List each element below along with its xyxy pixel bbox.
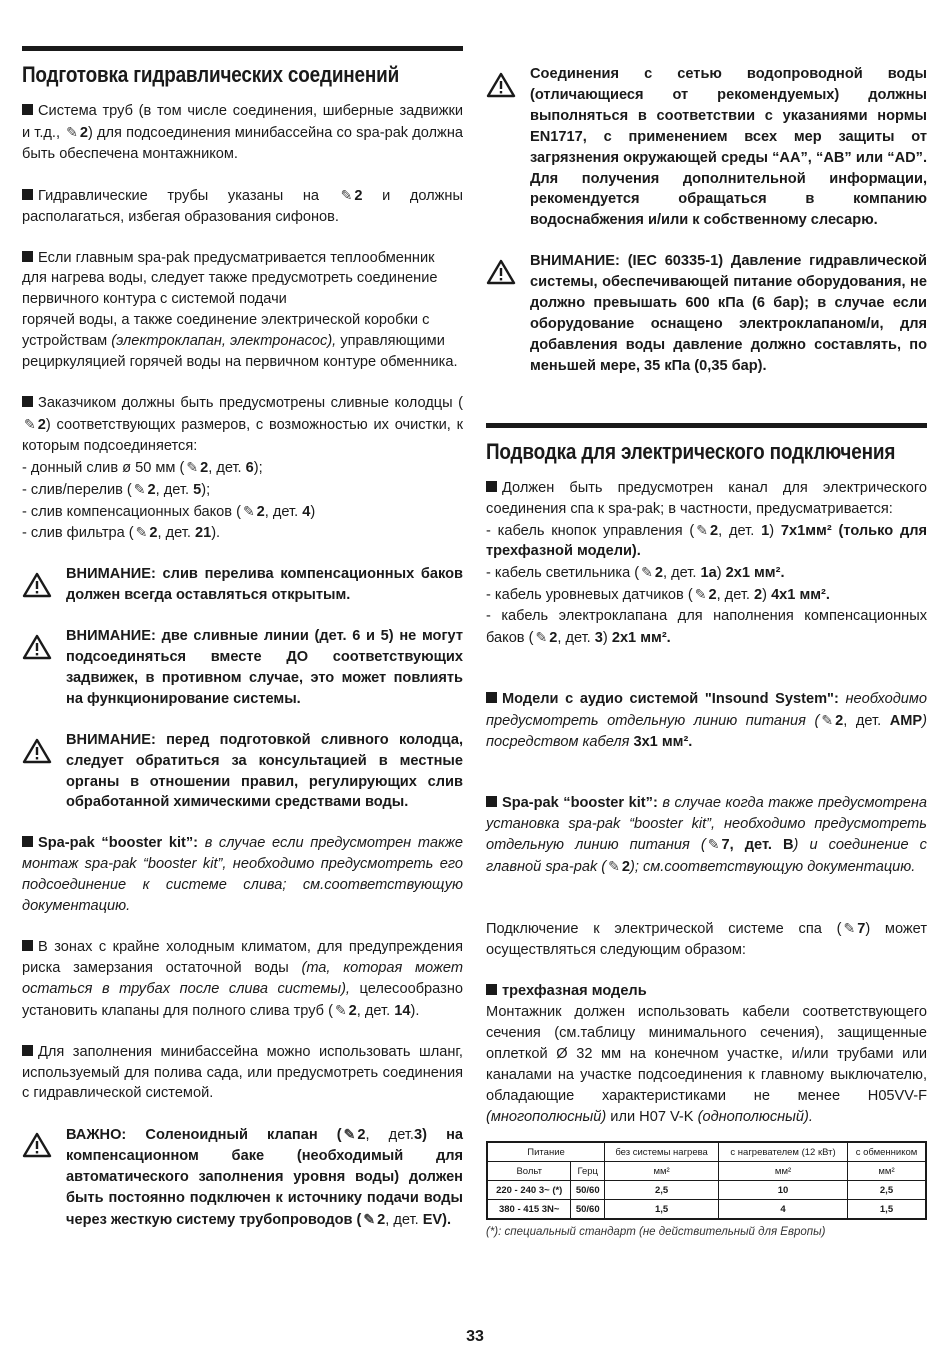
table-header: Вольт bbox=[487, 1162, 571, 1181]
bullet-square bbox=[22, 104, 33, 115]
pencil-ref-icon bbox=[341, 185, 353, 206]
bullet-square bbox=[22, 396, 33, 407]
warning-drain-lines: ВНИМАНИЕ: две сливные линии (дет. 6 и 5) не могут подсоединяться вместе ДО соответствующих задвижек, в противном случае, это может повлиять на функционирование системы. bbox=[22, 626, 463, 710]
pencil-ref-icon bbox=[641, 562, 653, 583]
table-cell: 50/60 bbox=[571, 1181, 605, 1200]
pencil-ref-icon bbox=[696, 520, 708, 541]
list-item: - слив фильтра (✎ 2, дет. 21). bbox=[22, 522, 463, 544]
list-item: - донный слив ø 50 мм (✎ 2, дет. 6); bbox=[22, 457, 463, 479]
warning-local-rules: ВНИМАНИЕ: перед подготовкой сливного колодца, следует обратиться за консультацией в местные органы в отношении правил, регулирующих слив обработанной химическими средствами воды. bbox=[22, 730, 463, 814]
bullet-square bbox=[486, 984, 497, 995]
audio-system-paragraph: Модели с аудио системой "Insound System": необходимо предусмотреть отдельную линию питания (✎ 2, дет. AMP) посредством кабеля 3x1 мм². bbox=[486, 689, 927, 753]
cable-section-table bbox=[486, 1141, 927, 1220]
three-phase-heading: трехфазная модель bbox=[486, 981, 927, 1002]
table-header: с нагревателем (12 кВт) bbox=[719, 1142, 848, 1162]
table-footnote: (*): специальный стандарт (не действительный для Европы) bbox=[486, 1226, 826, 1239]
warning-triangle-icon bbox=[22, 572, 52, 598]
table-cell: 2,5 bbox=[848, 1181, 927, 1200]
hydraulic-section-title: Подготовка гидравлических соединений bbox=[22, 62, 400, 87]
table-row bbox=[487, 1181, 926, 1200]
pencil-ref-icon bbox=[363, 1209, 375, 1230]
section-rule bbox=[486, 423, 927, 428]
cold-climate-paragraph: В зонах с крайне холодным климатом, для предупреждения риска замерзания остаточной воды (та, которая может остаться в трубах после слива системы), целесообразно установить клапаны для полного слива труб (✎ 2, дет. 14). bbox=[22, 937, 463, 1022]
electrical-intro-paragraph: Должен быть предусмотрен канал для электрического соединения спа к spa-pak; в частности, предусматривается: bbox=[486, 479, 927, 517]
warning-mains-connection: Соединения с сетью водопроводной воды (отличающиеся от рекомендуемых) должны выполняться в соответствии с указаниями нормы EN1717, с применением всех мер защиты от загрязнения окружающей среды “AA”, “AB” или “AD”. Для получения дополнительной информации, рекомендуется обращаться в компанию водоснабжения и/или к собственному слесарю. bbox=[486, 64, 927, 231]
table-cell: 220 - 240 3~ (*) bbox=[487, 1181, 571, 1200]
table-row bbox=[487, 1162, 926, 1181]
drain-list bbox=[22, 457, 463, 545]
heat-exchanger-paragraph: Если главным spa-pak предусматривается теплообменник для нагрева воды, следует также предусмотреть соединение первичного контура с системой подачи горячей воды, а также соединение электрической коробки с устройствам (электроклапан, электронасос), управляющими рециркуляцией горячей воды на первичном контуре обменника. bbox=[22, 249, 458, 371]
list-item: - слив компенсационных баков (✎ 2, дет. 4) bbox=[22, 501, 463, 523]
table-cell: мм² bbox=[605, 1162, 719, 1181]
bullet-square bbox=[22, 836, 33, 847]
pencil-ref-icon bbox=[535, 627, 547, 648]
bullet-square bbox=[22, 251, 33, 262]
pencil-ref-icon bbox=[134, 479, 146, 500]
pencil-ref-icon bbox=[66, 122, 78, 143]
pipe-system-paragraph: Система труб (в том числе соединения, шиберные задвижки и т.д., ✎ 2) для подсоединения минибассейна со spa-pak должна быть обеспечена монтажником. bbox=[22, 101, 463, 165]
drain-wells-paragraph: Заказчиком должны быть предусмотрены сливные колодцы (✎2) соответствующих размеров, с возможностью их очистки, к которым подсоединяется: bbox=[22, 393, 463, 457]
table-header: с обменником bbox=[848, 1142, 927, 1162]
important-solenoid: ВАЖНО: Соленоидный клапан (✎ 2, дет.3) на компенсационном баке (необходимый для автоматического заполнения уровня воды) должен быть постоянно подключен к источнику подачи воды через жесткую систему трубопроводов (✎ 2, дет. EV). bbox=[22, 1124, 463, 1231]
table-cell: 10 bbox=[719, 1181, 848, 1200]
warning-overflow: ВНИМАНИЕ: слив перелива компенсационных баков должен всегда оставляться открытым. bbox=[22, 564, 463, 606]
pencil-ref-icon bbox=[695, 584, 707, 605]
bullet-square bbox=[486, 481, 497, 492]
cable-list bbox=[486, 520, 927, 649]
list-item: - кабель уровневых датчиков (✎ 2, дет. 2) 4x1 мм². bbox=[486, 584, 927, 606]
bullet-square bbox=[22, 940, 33, 951]
table-header: Герц bbox=[571, 1162, 605, 1181]
pencil-ref-icon bbox=[344, 1124, 356, 1145]
booster-kit-paragraph: Spa-pak “booster kit”: в случае если предусмотрен также монтаж spa-pak “booster kit”, необходимо предусмотреть его подсоединение к системе слива; см.соответствующую документацию. bbox=[22, 835, 463, 915]
pencil-ref-icon bbox=[243, 501, 255, 522]
table-cell: мм² bbox=[848, 1162, 927, 1181]
pencil-ref-icon bbox=[335, 1000, 347, 1021]
list-item: - слив/перелив (✎ 2, дет. 5); bbox=[22, 479, 463, 501]
pencil-ref-icon bbox=[708, 834, 720, 855]
three-phase-paragraph: Монтажник должен использовать кабели соответствующего сечения (см.таблицу минимального сечения), защищенные оплеткой Ø 32 мм на конечном участке, и/или трубами или каналами на участке подсоединения к главному выключателю, обладающие характеристиками не менее H05VV-F (многополюсный) или H07 V-K (однополюсный). bbox=[486, 1004, 927, 1125]
warning-triangle-icon bbox=[22, 634, 52, 660]
electrical-section-title: Подводка для электрического подключения bbox=[486, 438, 896, 464]
table-row bbox=[487, 1200, 926, 1220]
table-cell: 2,5 bbox=[605, 1181, 719, 1200]
pencil-ref-icon bbox=[186, 457, 198, 478]
warning-triangle-icon bbox=[22, 1132, 52, 1158]
table-cell: 380 - 415 3N~ bbox=[487, 1200, 571, 1220]
page-number: 33 bbox=[466, 1328, 484, 1345]
table-cell: 1,5 bbox=[605, 1200, 719, 1220]
hose-paragraph: Для заполнения минибассейна можно использовать шланг, используемый для полива сада, или предусмотреть соединения с гидравлической системой. bbox=[22, 1043, 463, 1102]
right-column bbox=[486, 64, 927, 1238]
bullet-square bbox=[22, 189, 33, 200]
pipes-paragraph: Гидравлические трубы указаны на ✎ 2 и должны располагаться, избегая образования сифонов. bbox=[22, 185, 463, 228]
table-header: без системы нагрева bbox=[605, 1142, 719, 1162]
pencil-ref-icon bbox=[24, 414, 36, 435]
warning-triangle-icon bbox=[486, 72, 516, 98]
bullet-square bbox=[486, 692, 497, 703]
bullet-square bbox=[22, 1045, 33, 1056]
table-cell: 4 bbox=[719, 1200, 848, 1220]
list-item: - кабель электроклапана для наполнения компенсационных баков (✎ 2, дет. 3) 2x1 мм². bbox=[486, 606, 927, 649]
table-cell: 1,5 bbox=[848, 1200, 927, 1220]
warning-triangle-icon bbox=[486, 259, 516, 285]
table-cell: 50/60 bbox=[571, 1200, 605, 1220]
pencil-ref-icon bbox=[843, 918, 855, 939]
left-column bbox=[22, 46, 463, 1231]
section-rule bbox=[22, 46, 463, 51]
pencil-ref-icon bbox=[136, 522, 148, 543]
table-row bbox=[487, 1142, 926, 1162]
table-cell: мм² bbox=[719, 1162, 848, 1181]
connection-paragraph: Подключение к электрической системе спа (✎ 7) может осуществляться следующим образом: bbox=[486, 918, 927, 961]
warning-pressure: ВНИМАНИЕ: (IEC 60335-1) Давление гидравлической системы, обеспечивающей питание оборудования, не должно превышать 600 кПа (6 бар); в случае если оборудование оснащено электроклапаном/и, для добавления воды давление должно составлять, по меньшей мере, 35 кПа (0,35 бар). bbox=[486, 251, 927, 376]
list-item: - кабель кнопок управления (✎ 2, дет. 1) 7x1мм² (только для трехфазной модели). bbox=[486, 520, 927, 563]
list-item: - кабель светильника (✎ 2, дет. 1a) 2x1 мм². bbox=[486, 562, 927, 584]
warning-triangle-icon bbox=[22, 738, 52, 764]
pencil-ref-icon bbox=[608, 856, 620, 877]
bullet-square bbox=[486, 796, 497, 807]
booster-kit-electric-paragraph: Spa-pak “booster kit”: в случае когда также предусмотрена установка spa-pak “booster kit”, необходимо предусмотреть отдельную линию питания (✎ 7, дет. B) и соединение с главной spa-pak (✎ 2); см.соответствующую документацию. bbox=[486, 793, 927, 879]
table-header: Питание bbox=[487, 1142, 605, 1162]
pencil-ref-icon bbox=[821, 710, 833, 731]
